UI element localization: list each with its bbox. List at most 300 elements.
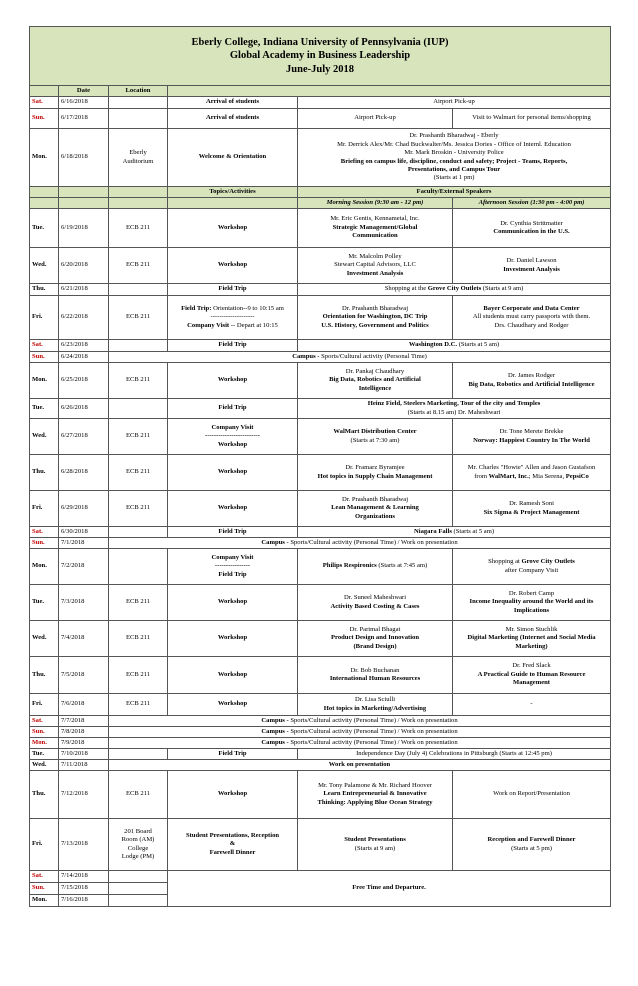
topic-cell: Field Trip	[168, 284, 298, 296]
session-text: Sports/Cultural activity (Personal Time) / Work on presentation	[290, 738, 458, 746]
speaker-text: ; Mia Serena,	[528, 472, 566, 480]
topic-line: Activity Based Costing & Cases	[330, 602, 420, 610]
speaker-line: Dr. Prashanth Bharadwaj - Eberly	[409, 132, 499, 140]
topic-label: Field Trip	[218, 570, 247, 578]
table-row	[30, 871, 611, 883]
session-cell	[109, 727, 611, 738]
table-row	[30, 419, 611, 455]
morning-cell	[298, 771, 453, 819]
session-time: (Starts at 7:45 am)	[376, 562, 428, 570]
topic-cell: Welcome & Orientation	[168, 129, 298, 187]
topic-cell: Workshop	[168, 363, 298, 399]
day-cell: Thu.	[30, 771, 59, 819]
topic-line: Orientation for Washington, DC Trip	[322, 313, 428, 321]
date-cell: 6/18/2018	[59, 129, 109, 187]
location-cell	[109, 399, 168, 419]
table-row	[30, 209, 611, 248]
speaker-line: Stewart Capital Advisors, LLC	[334, 261, 416, 269]
morning-cell	[298, 621, 453, 657]
morning-cell	[298, 248, 453, 284]
topic-line: Management	[513, 679, 551, 687]
date-cell: 7/6/2018	[59, 694, 109, 716]
session-place: Grove City Outlets	[521, 558, 575, 566]
afternoon-cell	[453, 657, 611, 694]
session-cell: Free Time and Departure.	[168, 871, 611, 907]
topic-cell: Workshop	[168, 491, 298, 527]
session-time: (Starts at 8.15 am) Dr. Maheshwari	[407, 408, 501, 416]
table-row	[30, 657, 611, 694]
date-cell: 6/22/2018	[59, 296, 109, 340]
session-cell: Work on presentation	[109, 760, 611, 771]
session-time: (Starts at 5 am)	[457, 341, 500, 349]
blank-cell	[59, 187, 109, 198]
location-cell: ECB 211	[109, 657, 168, 694]
table-row	[30, 399, 611, 419]
time-line: (Starts at 1 pm)	[433, 174, 475, 182]
company-name: PepsiCo	[565, 472, 589, 480]
topic-line: Digital Marketing (Internet and Social Media	[467, 634, 596, 642]
table-row	[30, 727, 611, 738]
topic-time: Orientation--9 to 10:15 am	[211, 304, 284, 312]
day-cell: Sun.	[30, 352, 59, 363]
day-cell: Fri.	[30, 819, 59, 871]
title-line-1: Eberly College, Indiana University of Pennsylvania (IUP)	[191, 36, 449, 48]
morning-cell	[298, 819, 453, 871]
topic-line: Reception and Farewell Dinner	[487, 836, 576, 844]
topic-line: Learn Entrepreneurial & Innovative	[323, 790, 427, 798]
column-header-day	[30, 86, 59, 97]
blank-cell	[109, 198, 168, 209]
speaker-line: Dr. Prashanth Bharadwaj	[341, 304, 409, 312]
location-cell: ECB 211	[109, 296, 168, 340]
date-cell: 7/1/2018	[59, 538, 109, 549]
table-row	[30, 621, 611, 657]
session-time: (Starts at 5 am)	[451, 527, 495, 535]
topic-line: Organizations	[355, 512, 395, 520]
location-cell	[109, 527, 168, 538]
topic-cell: Workshop	[168, 248, 298, 284]
table-row	[30, 296, 611, 340]
company-name: Philips Respironics	[322, 562, 377, 570]
topic-line: Communication	[352, 232, 398, 240]
session-label: Campus -	[292, 352, 322, 360]
session-text: Sports/Cultural activity (Personal Time) / Work on presentation	[290, 716, 458, 724]
topic-line: Strategic Management/Global	[332, 223, 418, 231]
time-line: (Starts at 7:30 am)	[350, 436, 400, 444]
topic-divider: ----------------	[214, 562, 251, 570]
afternoon-cell	[453, 209, 611, 248]
location-cell: ECB 211	[109, 455, 168, 491]
speakers-header: Faculty/External Speakers	[298, 187, 611, 198]
speaker-line: Dr. James Rodger	[507, 372, 556, 380]
day-cell: Wed.	[30, 760, 59, 771]
topic-cell: Workshop	[168, 621, 298, 657]
afternoon-header: Afternoon Session (1:30 pm - 4:00 pm)	[453, 198, 611, 209]
session-cell	[109, 738, 611, 749]
day-cell: Mon.	[30, 363, 59, 399]
day-cell: Sat.	[30, 340, 59, 352]
day-cell: Mon.	[30, 895, 59, 907]
topic-line: Investment Analysis	[346, 269, 404, 277]
morning-cell	[298, 296, 453, 340]
table-row	[30, 738, 611, 749]
session-cell	[298, 527, 611, 538]
day-cell: Thu.	[30, 284, 59, 296]
speaker-line: Mr. Malcolm Polley	[348, 252, 402, 260]
title-row	[30, 27, 611, 86]
topic-label: Farewell Dinner	[209, 848, 256, 856]
topic-line: Big Data, Robotics and Artificial Intelligence	[468, 380, 595, 388]
afternoon-cell: -	[453, 694, 611, 716]
location-line: Auditorium	[122, 157, 154, 165]
topic-cell: Workshop	[168, 657, 298, 694]
blank-cell	[30, 198, 59, 209]
day-cell: Thu.	[30, 455, 59, 491]
day-cell: Mon.	[30, 549, 59, 585]
topic-line: Lean Management & Learning	[331, 504, 419, 512]
day-cell: Fri.	[30, 296, 59, 340]
morning-cell	[298, 657, 453, 694]
topic-cell: Workshop	[168, 771, 298, 819]
morning-cell: Airport Pick-up	[298, 109, 453, 129]
speaker-line: Dr. Daniel Lawson	[506, 257, 557, 265]
speaker-line: Dr. Tone Merete Brekke	[499, 428, 564, 436]
day-cell: Wed.	[30, 419, 59, 455]
topic-line: Marketing)	[515, 642, 548, 650]
topic-line: Norway: Happiest Country In The World	[473, 436, 590, 444]
date-cell: 7/10/2018	[59, 749, 109, 760]
blank-cell	[109, 187, 168, 198]
speaker-line: Dr. Robert Camp	[508, 589, 555, 597]
location-cell: ECB 211	[109, 248, 168, 284]
day-cell: Fri.	[30, 491, 59, 527]
topic-line: Hot topics in Marketing/Advertising	[323, 704, 427, 712]
morning-cell	[298, 455, 453, 491]
day-cell: Sat.	[30, 716, 59, 727]
title-line-2: Global Academy in Business Leadership	[229, 50, 411, 62]
day-cell: Sun.	[30, 883, 59, 895]
session-cell	[109, 538, 611, 549]
table-row	[30, 284, 611, 296]
location-cell	[109, 340, 168, 352]
location-cell	[109, 819, 168, 871]
date-cell: 6/24/2018	[59, 352, 109, 363]
blank-cell	[59, 198, 109, 209]
topic-line: Intelligence	[358, 384, 392, 392]
topic-line: Implications	[513, 606, 550, 614]
company-name: WalMart, Inc.	[488, 472, 529, 480]
morning-cell	[298, 549, 453, 585]
table-row	[30, 352, 611, 363]
speaker-line: Dr. Fred Slack	[512, 662, 551, 670]
location-cell	[109, 883, 168, 895]
location-line: Eberly	[129, 149, 147, 157]
session-cell	[298, 129, 611, 187]
section-header-row	[30, 187, 611, 198]
speaker-line: Dr. Lisa Sciulli	[354, 696, 396, 704]
speaker-line: Mr. Derrick Alex/Mr. Chad Buckwalter/Ms. Jessica Dories - Office of Internl. Education	[337, 140, 571, 148]
topic-cell	[168, 296, 298, 340]
date-cell: 7/11/2018	[59, 760, 109, 771]
table-row	[30, 716, 611, 727]
location-cell: ECB 211	[109, 491, 168, 527]
afternoon-cell	[453, 455, 611, 491]
speaker-line: Mr. Tony Palamone & Mr. Richard Hoover	[318, 781, 432, 789]
topic-label: Field Trip:	[181, 304, 212, 312]
date-cell: 7/9/2018	[59, 738, 109, 749]
day-cell: Mon.	[30, 738, 59, 749]
speaker-line: Mr. Simon Stuchlik	[505, 625, 558, 633]
location-cell	[109, 895, 168, 907]
location-cell: ECB 211	[109, 771, 168, 819]
date-cell: 6/29/2018	[59, 491, 109, 527]
topic-cell: Arrival of students	[168, 109, 298, 129]
session-label: Campus -	[261, 738, 291, 746]
session-cell: Independence Day (July 4) Celebrations in Pittsburgh (Starts at 12:45 pm)	[298, 749, 611, 760]
date-cell: 7/7/2018	[59, 716, 109, 727]
topic-line: Thinking: Applying Blue Ocean Strategy	[317, 798, 433, 806]
afternoon-cell	[453, 419, 611, 455]
topic-line: International Human Resources	[329, 675, 421, 682]
topic-label: Workshop	[217, 440, 248, 448]
speaker-line: Mr. Charles "Howie" Allen and Jason Gustafson	[467, 464, 596, 472]
table-row	[30, 694, 611, 716]
table-row	[30, 527, 611, 538]
table-row	[30, 760, 611, 771]
day-cell: Fri.	[30, 694, 59, 716]
date-cell: 7/5/2018	[59, 657, 109, 694]
date-cell: 6/16/2018	[59, 97, 109, 109]
location-cell	[109, 109, 168, 129]
table-row	[30, 538, 611, 549]
location-cell	[109, 129, 168, 187]
location-line: Lodge (PM)	[121, 852, 155, 860]
day-cell: Thu.	[30, 657, 59, 694]
topic-line: Hot topics in Supply Chain Management	[317, 472, 433, 480]
topic-line: Student Presentations	[344, 836, 406, 844]
location-line: College	[127, 844, 149, 852]
date-cell: 6/19/2018	[59, 209, 109, 248]
topic-cell	[168, 819, 298, 871]
date-cell: 7/2/2018	[59, 549, 109, 585]
topic-cell: Field Trip	[168, 749, 298, 760]
table-row	[30, 491, 611, 527]
topic-line: Big Data, Robotics and Artificial	[329, 376, 421, 384]
day-cell: Tue.	[30, 585, 59, 621]
topic-line: (Brand Design)	[353, 642, 397, 650]
afternoon-cell	[453, 549, 611, 585]
speaker-line: Dr. Pankaj Chaudhary	[345, 367, 405, 375]
date-cell: 6/23/2018	[59, 340, 109, 352]
afternoon-cell	[453, 248, 611, 284]
table-row	[30, 97, 611, 109]
topic-line: U.S. History, Government and Politics	[321, 321, 429, 329]
topics-header: Topics/Activities	[168, 187, 298, 198]
day-cell: Sat.	[30, 527, 59, 538]
date-cell: 7/14/2018	[59, 871, 109, 883]
afternoon-cell	[453, 296, 611, 340]
topic-line: A Practical Guide to Human Resource	[477, 670, 586, 678]
morning-cell	[298, 491, 453, 527]
speaker-line: Mr. Mark Broskin - University Police	[404, 149, 504, 157]
day-cell: Sun.	[30, 727, 59, 738]
location-cell: ECB 211	[109, 363, 168, 399]
afternoon-cell	[453, 819, 611, 871]
topic-cell: Workshop	[168, 209, 298, 248]
topic-line: Six Sigma & Project Management	[483, 508, 580, 516]
table-row	[30, 248, 611, 284]
location-cell	[109, 284, 168, 296]
day-cell: Tue.	[30, 209, 59, 248]
blank-cell	[30, 187, 59, 198]
date-cell: 6/27/2018	[59, 419, 109, 455]
date-cell: 7/16/2018	[59, 895, 109, 907]
location-cell: ECB 211	[109, 621, 168, 657]
date-cell: 6/28/2018	[59, 455, 109, 491]
location-cell	[109, 97, 168, 109]
session-cell	[298, 340, 611, 352]
topic-label: Company Visit	[211, 553, 254, 561]
topic-line: Presentations, and Campus Tour	[407, 165, 501, 173]
date-cell: 7/8/2018	[59, 727, 109, 738]
topic-cell	[168, 419, 298, 455]
day-cell: Sun.	[30, 538, 59, 549]
topic-cell: Field Trip	[168, 399, 298, 419]
topic-cell: Workshop	[168, 694, 298, 716]
topic-label: &	[229, 840, 236, 848]
table-row	[30, 585, 611, 621]
date-cell: 6/20/2018	[59, 248, 109, 284]
session-label: Campus -	[261, 716, 291, 724]
morning-cell	[298, 363, 453, 399]
day-cell: Wed.	[30, 248, 59, 284]
topic-line: Income Inequality around the World and its	[469, 598, 594, 606]
table-row	[30, 819, 611, 871]
day-cell: Sat.	[30, 97, 59, 109]
topic-label: Company Visit	[211, 423, 254, 431]
date-cell: 6/25/2018	[59, 363, 109, 399]
afternoon-cell	[453, 621, 611, 657]
session-text: Sports/Cultural activity (Personal Time)	[321, 352, 427, 360]
session-cell: Airport Pick-up	[298, 97, 611, 109]
topic-line: Product Design and Innovation	[331, 634, 419, 642]
speaker-line: Dr. Cynthia Strittmatter	[500, 219, 563, 227]
day-cell: Tue.	[30, 749, 59, 760]
title-line-3: June-July 2018	[286, 63, 354, 75]
location-cell	[109, 549, 168, 585]
topic-label: Student Presentations, Reception	[185, 831, 280, 839]
topic-line: Briefing on campus life, discipline, conduct and safety; Project - Teams, Reports,	[340, 157, 568, 165]
location-cell	[109, 749, 168, 760]
table-row	[30, 455, 611, 491]
session-text: Shopping at the	[384, 285, 428, 293]
session-text: Sports/Cultural activity (Personal Time) / Work on presentation	[290, 727, 458, 735]
schedule-table	[29, 26, 611, 907]
topic-line: Bayer Corporate and Data Center	[483, 304, 580, 312]
table-row	[30, 129, 611, 187]
date-cell: 7/12/2018	[59, 771, 109, 819]
location-cell: ECB 211	[109, 419, 168, 455]
topic-cell: Arrival of students	[168, 97, 298, 109]
location-line: Room (AM)	[121, 836, 155, 844]
speaker-line: Dr. Parimal Bhagat	[349, 625, 401, 633]
afternoon-cell: Work on Report/Presentation	[453, 771, 611, 819]
location-cell: ECB 211	[109, 585, 168, 621]
topic-cell: Workshop	[168, 585, 298, 621]
date-cell: 7/13/2018	[59, 819, 109, 871]
session-text: Shopping at	[488, 558, 522, 566]
session-text: after Company Visit	[504, 566, 559, 574]
speaker-text: from	[474, 472, 489, 480]
session-place: Heinz Field, Steelers Marketing, Tour of the city and Temples	[367, 400, 541, 408]
blank-cell	[168, 198, 298, 209]
session-place: Grove City Outlets	[427, 285, 482, 293]
topic-cell: Field Trip	[168, 527, 298, 538]
morning-header: Morning Session (9:30 am - 12 pm)	[298, 198, 453, 209]
morning-cell	[298, 585, 453, 621]
date-cell: 7/3/2018	[59, 585, 109, 621]
date-cell: 7/4/2018	[59, 621, 109, 657]
table-row	[30, 363, 611, 399]
day-cell: Sat.	[30, 871, 59, 883]
topic-divider: --------------------	[210, 313, 255, 321]
topic-divider: -------------------------	[205, 432, 260, 440]
afternoon-cell: Visit to Walmart for personal items/shopping	[453, 109, 611, 129]
session-cell	[109, 716, 611, 727]
topic-time: -- Depart at 10:15	[229, 321, 278, 329]
column-header-row	[30, 86, 611, 97]
speaker-line: Dr. Suneel Maheshwari	[343, 594, 407, 602]
session-text: Sports/Cultural activity (Personal Time) / Work on presentation	[290, 538, 458, 546]
session-header-row	[30, 198, 611, 209]
location-line: 201 Board	[124, 827, 152, 835]
session-cell	[109, 352, 611, 363]
table-row	[30, 549, 611, 585]
session-cell	[298, 399, 611, 419]
time-line: (Starts at 5 pm)	[511, 844, 552, 852]
date-cell: 6/21/2018	[59, 284, 109, 296]
table-row	[30, 749, 611, 760]
topic-cell: Field Trip	[168, 340, 298, 352]
speaker-line: Dr. Bob Buchanan	[350, 666, 400, 674]
date-cell: 6/30/2018	[59, 527, 109, 538]
speaker-line: Dr. Prashanth Bharadwaj	[341, 495, 409, 503]
afternoon-cell	[453, 491, 611, 527]
topic-label: Company Visit	[187, 321, 230, 329]
day-cell: Sun.	[30, 109, 59, 129]
date-cell: 6/26/2018	[59, 399, 109, 419]
morning-cell	[298, 419, 453, 455]
topic-cell	[168, 549, 298, 585]
speaker-line: Drs. Chaudhary and Rodger	[494, 321, 569, 329]
schedule-title	[30, 27, 611, 86]
session-place: Washington D.C.	[408, 341, 458, 349]
session-cell	[298, 284, 611, 296]
date-cell: 6/17/2018	[59, 109, 109, 129]
location-cell	[109, 871, 168, 883]
location-cell: ECB 211	[109, 209, 168, 248]
session-label: Campus -	[261, 727, 291, 735]
location-cell: ECB 211	[109, 694, 168, 716]
table-row	[30, 340, 611, 352]
column-header-date: Date	[59, 86, 109, 97]
session-time: (Starts at 9 am)	[481, 285, 524, 293]
day-cell: Mon.	[30, 129, 59, 187]
day-cell: Wed.	[30, 621, 59, 657]
column-header-blank	[168, 86, 611, 97]
topic-line: Communication in the U.S.	[493, 228, 570, 235]
session-label: Campus -	[261, 538, 291, 546]
